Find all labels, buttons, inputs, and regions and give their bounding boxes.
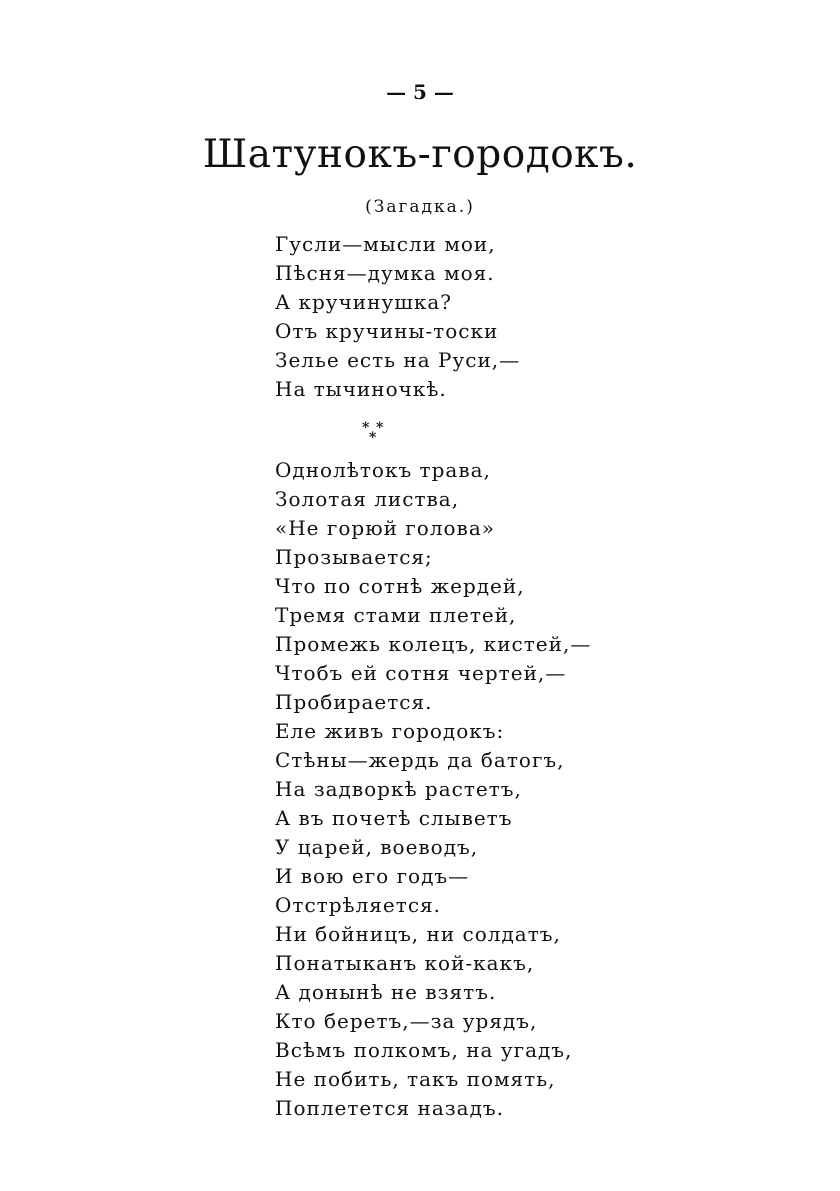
- page-number: — 5 —: [386, 80, 454, 104]
- poem-line: На тычиночкѣ.: [275, 377, 447, 401]
- poem-line: Кто беретъ,—за урядъ,: [275, 1009, 538, 1033]
- poem-line: Однолѣтокъ трава,: [275, 458, 491, 482]
- poem-line: А въ почетѣ слыветъ: [275, 806, 513, 830]
- poem-line: Еле живъ городокъ:: [275, 719, 505, 743]
- stanza-2: [275, 456, 591, 1123]
- poem-line: Понатыканъ кой-какъ,: [275, 951, 535, 975]
- asterisk: *: [369, 430, 377, 446]
- poem-line: Зелье есть на Руси,—: [275, 348, 521, 372]
- poem-subtitle: (Загадка.): [365, 197, 475, 217]
- poem-line: Стѣны—жердь да батогъ,: [275, 748, 565, 772]
- poem-line: Поплетется назадъ.: [275, 1096, 504, 1120]
- poem-line: Ни бойницъ, ни солдатъ,: [275, 922, 561, 946]
- poem-line: А кручинушка?: [275, 290, 452, 314]
- poem-line: У царей, воеводъ,: [275, 835, 479, 859]
- poem-line: На задворкѣ растетъ,: [275, 777, 522, 801]
- poem-line: Промежь колецъ, кистей,—: [275, 632, 592, 656]
- poem-line: Пѣсня—думка моя.: [275, 261, 495, 285]
- poem-title: Шатунокъ-городокъ.: [202, 132, 638, 177]
- poem-line: Прозывается;: [275, 545, 433, 569]
- poem-line: Что по сотнѣ жердей,: [275, 574, 525, 598]
- poem-line: Гусли—мысли мои,: [275, 232, 496, 256]
- poem-line: Чтобъ ей сотня чертей,—: [275, 661, 567, 685]
- poem-line: «Не горюй голова»: [275, 516, 495, 540]
- poem-line: Тремя стами плетей,: [275, 603, 517, 627]
- poem-line: И вою его годъ—: [275, 864, 470, 888]
- stanza-1: [275, 230, 520, 404]
- poem-line: Отъ кручины-тоски: [275, 319, 499, 343]
- asterism-separator: [350, 421, 390, 451]
- asterisk: *: [362, 420, 370, 436]
- poem-line: Не побить, такъ помять,: [275, 1067, 556, 1091]
- asterisk: *: [376, 420, 384, 436]
- poem-line: Отстрѣляется.: [275, 893, 441, 917]
- poem-line: Пробирается.: [275, 690, 433, 714]
- poem-line: Всѣмъ полкомъ, на угадъ,: [275, 1038, 573, 1062]
- poem-line: Золотая листва,: [275, 487, 460, 511]
- poem-line: А донынѣ не взятъ.: [275, 980, 497, 1004]
